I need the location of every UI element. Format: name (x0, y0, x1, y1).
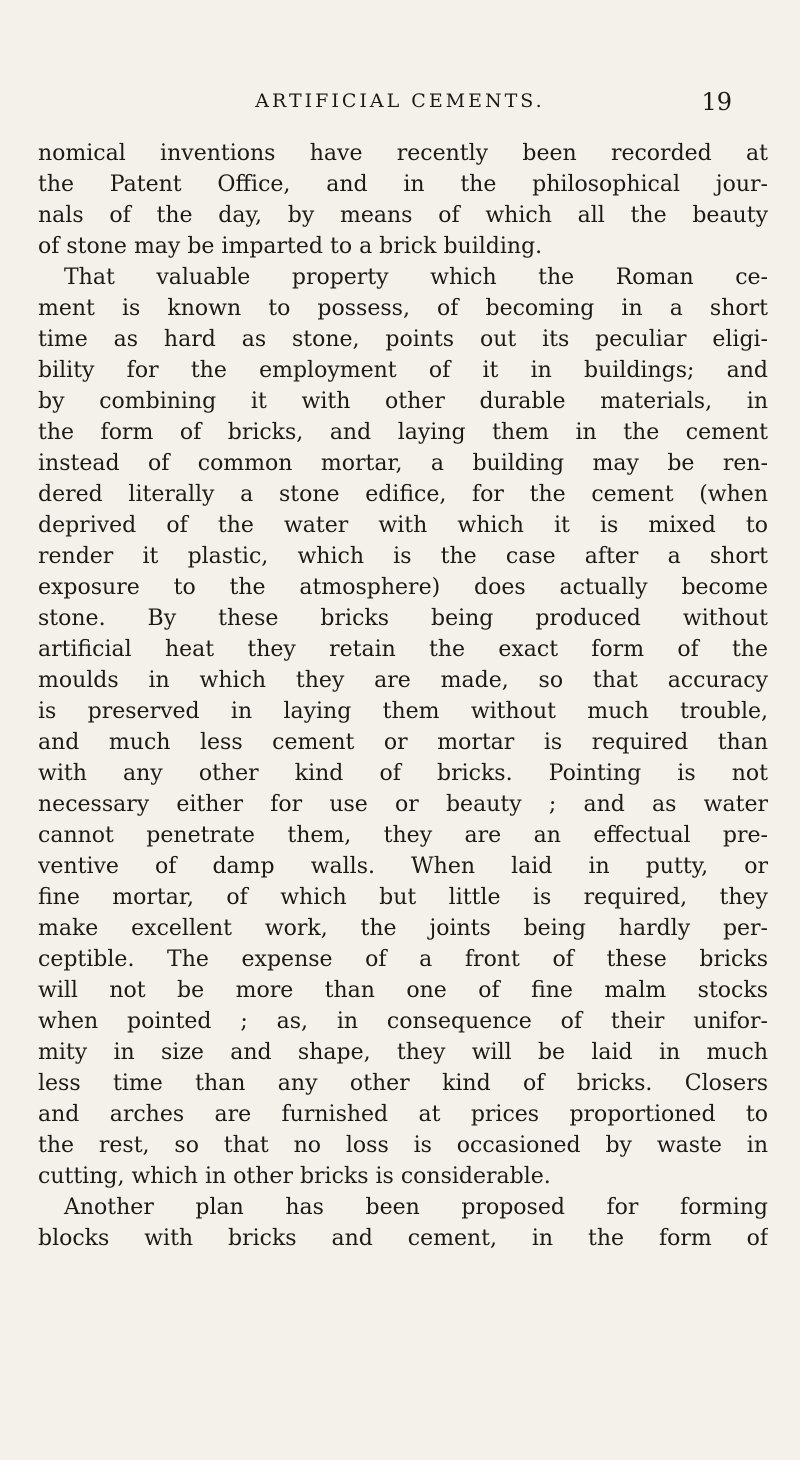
text-line: and much less cement or mortar is required than (38, 730, 768, 755)
text-line: necessary either for use or beauty ; and as water (38, 792, 768, 817)
text-line: by combining it with other durable materials, in (38, 389, 768, 414)
text-line: nomical inventions have recently been recorded at (38, 141, 768, 166)
text-line: instead of common mortar, a building may be ren- (38, 451, 768, 476)
text-line: deprived of the water with which it is mixed to (38, 513, 768, 538)
page-header (0, 88, 800, 128)
text-line: moulds in which they are made, so that accuracy (38, 668, 768, 693)
text-line: render it plastic, which is the case after a short (38, 544, 768, 569)
text-line: less time than any other kind of bricks. Closers (38, 1071, 768, 1096)
text-line: with any other kind of bricks. Pointing is not (38, 761, 768, 786)
paragraph-start-line: Another plan has been proposed for forming (64, 1195, 768, 1220)
text-line: ment is known to possess, of becoming in a short (38, 296, 768, 321)
text-line: artificial heat they retain the exact form of the (38, 637, 768, 662)
text-line: when pointed ; as, in consequence of their unifor- (38, 1009, 768, 1034)
page-number: 19 (701, 88, 732, 116)
text-line: blocks with bricks and cement, in the form of (38, 1226, 768, 1251)
text-line: exposure to the atmosphere) does actually become (38, 575, 768, 600)
text-line: nals of the day, by means of which all the beauty (38, 203, 768, 228)
text-line: the form of bricks, and laying them in the cement (38, 420, 768, 445)
text-line: dered literally a stone edifice, for the cement (when (38, 482, 768, 507)
text-line: mity in size and shape, they will be laid in much (38, 1040, 768, 1065)
text-line: will not be more than one of fine malm stocks (38, 978, 768, 1003)
text-line: cutting, which in other bricks is considerable. (38, 1164, 551, 1189)
text-line: bility for the employment of it in buildings; and (38, 358, 768, 383)
text-line: is preserved in laying them without much trouble, (38, 699, 768, 724)
text-line: make excellent work, the joints being hardly per- (38, 916, 768, 941)
text-line: ceptible. The expense of a front of these bricks (38, 947, 768, 972)
text-line: cannot penetrate them, they are an effectual pre- (38, 823, 768, 848)
text-line: the Patent Office, and in the philosophical jour- (38, 172, 768, 197)
text-line: ventive of damp walls. When laid in putty, or (38, 854, 768, 879)
text-line: the rest, so that no loss is occasioned by waste in (38, 1133, 768, 1158)
paragraph-start-line: That valuable property which the Roman ce- (64, 265, 768, 290)
text-line: fine mortar, of which but little is required, they (38, 885, 768, 910)
text-line: and arches are furnished at prices proportioned to (38, 1102, 768, 1127)
text-line: time as hard as stone, points out its peculiar eligi- (38, 327, 768, 352)
text-line: stone. By these bricks being produced without (38, 606, 768, 631)
text-line: of stone may be imparted to a brick building. (38, 234, 543, 259)
running-head: ARTIFICIAL CEMENTS. (255, 90, 545, 112)
body-text (38, 138, 768, 1254)
